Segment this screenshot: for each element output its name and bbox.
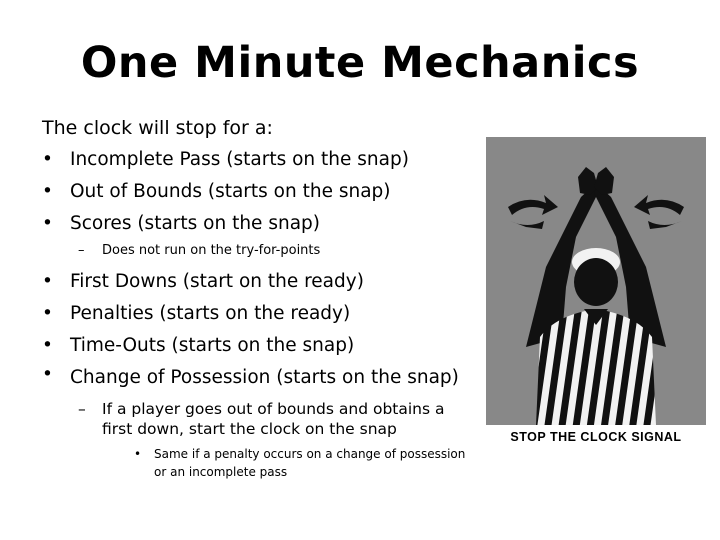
intro-text: The clock will stop for a: [42, 117, 273, 139]
sub-note-out-of-bounds: – If a player goes out of bounds and obtains a first down, start the clock on the snap [78, 399, 462, 439]
bullet-list-2 [42, 266, 482, 391]
bullet-item: • Change of Possession (starts on the snap) [42, 362, 482, 391]
image-caption: STOP THE CLOCK SIGNAL [510, 430, 682, 444]
bullet-list-1 [42, 144, 482, 240]
bullet-item: • Out of Bounds (starts on the snap) [42, 176, 482, 208]
bullet-item: • Incomplete Pass (starts on the snap) [42, 144, 482, 176]
rotating-arrow-icon [508, 195, 558, 229]
slide-body [42, 112, 482, 481]
bullet-item: • Scores (starts on the snap) [42, 208, 482, 240]
sub-note-try-for-points: – Does not run on the try-for-points [78, 242, 482, 260]
referee-signal-photo [486, 137, 706, 425]
bullet-item: • Penalties (starts on the ready) [42, 298, 482, 330]
sub-sub-note-penalty: • Same if a penalty occurs on a change of possession or an incomplete pass [134, 445, 474, 481]
bullet-item: • Time-Outs (starts on the snap) [42, 330, 482, 362]
bullet-item: • First Downs (start on the ready) [42, 266, 482, 298]
rotating-arrow-icon [634, 195, 684, 229]
slide-title: One Minute Mechanics [80, 38, 640, 88]
